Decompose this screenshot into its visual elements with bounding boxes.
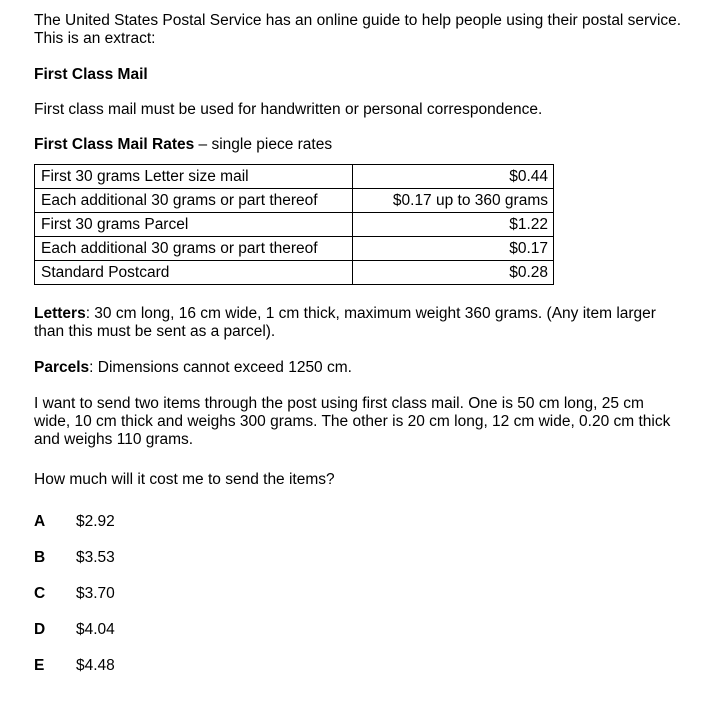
table-row <box>35 237 554 261</box>
parcels-rule <box>34 359 684 377</box>
option-letter: C <box>34 585 46 602</box>
rates-heading-rest: – single piece rates <box>194 136 333 153</box>
intro-text: The United States Postal Service has an online guide to help people using their postal service. This is an extract: <box>34 12 682 47</box>
table-row <box>35 165 554 189</box>
rate-price: $1.22 <box>353 213 554 237</box>
rate-price: $0.17 up to 360 grams <box>353 189 554 213</box>
question-text: I want to send two items through the post using first class mail. One is 50 cm long, 25 cm wide, 10 cm thick and weighs 300 grams. The other is 20 cm long, 12 cm wide, 0.20 cm thick and weighs 110 grams. <box>34 395 671 448</box>
answer-option-b[interactable] <box>34 549 684 585</box>
option-letter: B <box>34 549 46 566</box>
option-letter: A <box>34 513 46 530</box>
option-value: $3.53 <box>76 549 115 566</box>
parcels-label: Parcels <box>34 359 90 376</box>
section-title: First Class Mail <box>34 66 148 83</box>
document-page <box>34 12 684 693</box>
option-letter: D <box>34 621 46 638</box>
letters-text: : 30 cm long, 16 cm wide, 1 cm thick, maximum weight 360 grams. (Any item larger than this must be sent as a parcel). <box>34 305 656 340</box>
rate-item: Each additional 30 grams or part thereof <box>35 189 353 213</box>
parcels-text: : Dimensions cannot exceed 1250 cm. <box>89 359 352 376</box>
rate-item: Each additional 30 grams or part thereof <box>35 237 353 261</box>
rates-heading-bold: First Class Mail Rates <box>34 136 195 153</box>
section-text: First class mail must be used for handwritten or personal correspondence. <box>34 101 543 118</box>
table-row <box>35 213 554 237</box>
rate-item: Standard Postcard <box>35 261 353 285</box>
letters-rule <box>34 305 684 341</box>
answer-option-e[interactable] <box>34 657 684 693</box>
rate-item: First 30 grams Letter size mail <box>35 165 353 189</box>
table-row <box>35 189 554 213</box>
option-value: $4.04 <box>76 621 115 638</box>
rates-table <box>34 164 554 285</box>
rate-item: First 30 grams Parcel <box>35 213 353 237</box>
letters-label: Letters <box>34 305 86 322</box>
option-value: $4.48 <box>76 657 115 674</box>
rate-price: $0.44 <box>353 165 554 189</box>
rate-price: $0.17 <box>353 237 554 261</box>
answer-options <box>34 513 684 693</box>
option-value: $2.92 <box>76 513 115 530</box>
answer-option-c[interactable] <box>34 585 684 621</box>
question-prompt: How much will it cost me to send the items? <box>34 471 335 488</box>
option-letter: E <box>34 657 45 674</box>
rates-heading <box>34 136 684 154</box>
table-row <box>35 261 554 285</box>
option-value: $3.70 <box>76 585 115 602</box>
answer-option-a[interactable] <box>34 513 684 549</box>
answer-option-d[interactable] <box>34 621 684 657</box>
rate-price: $0.28 <box>353 261 554 285</box>
